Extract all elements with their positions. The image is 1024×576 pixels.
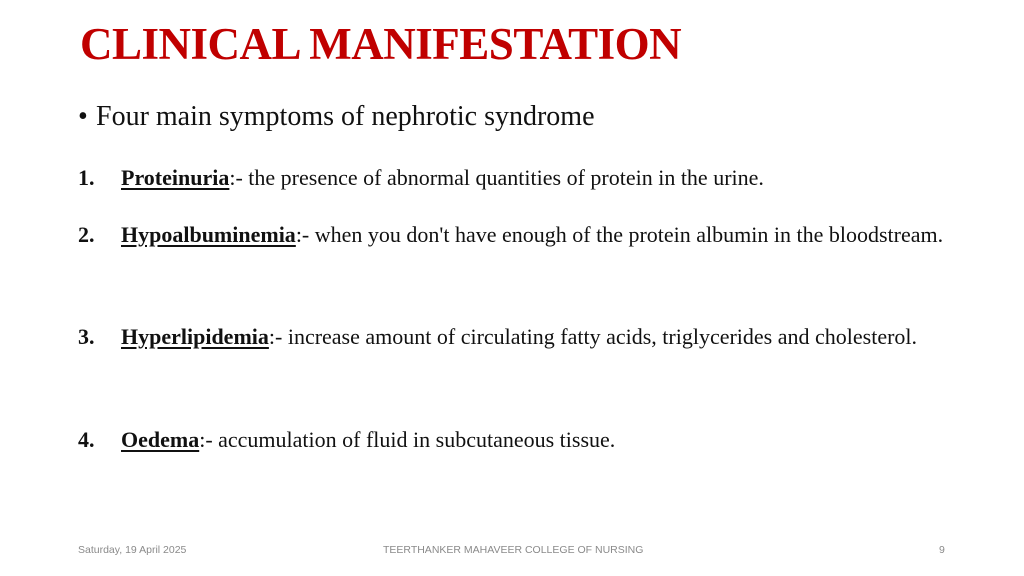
item-text: [121, 314, 946, 360]
bullet-icon: •: [78, 101, 88, 132]
list-item: [78, 212, 946, 258]
footer-date: Saturday, 19 April 2025: [78, 544, 187, 556]
item-description: :- accumulation of fluid in subcutaneous tissue.: [199, 427, 616, 452]
intro-text: Four main symptoms of nephrotic syndrome: [96, 101, 595, 132]
list-item: [78, 314, 946, 360]
item-text: [121, 212, 946, 258]
item-term: Hyperlipidemia: [121, 324, 269, 349]
item-number: 1.: [78, 165, 95, 190]
footer-organization: TEERTHANKER MAHAVEER COLLEGE OF NURSING: [383, 544, 644, 556]
item-description: :- increase amount of circulating fatty acids, triglycerides and cholesterol.: [268, 324, 918, 349]
item-description: :- when you don't have enough of the protein albumin in the bloodstream.: [295, 222, 944, 247]
item-term: Oedema: [121, 427, 200, 452]
item-text: [121, 155, 946, 201]
list-item: [78, 417, 946, 463]
item-term: Proteinuria: [121, 165, 230, 190]
item-number: 3.: [78, 324, 95, 349]
item-text: [121, 417, 946, 463]
slide-title: CLINICAL MANIFESTATION: [80, 19, 682, 69]
list-item: [78, 155, 946, 201]
page-number: 9: [939, 544, 945, 556]
intro-line: [78, 101, 595, 133]
item-number: 4.: [78, 427, 95, 452]
item-description: :- the presence of abnormal quantities of protein in the urine.: [229, 165, 764, 190]
item-term: Hypoalbuminemia: [121, 222, 296, 247]
item-number: 2.: [78, 222, 95, 247]
